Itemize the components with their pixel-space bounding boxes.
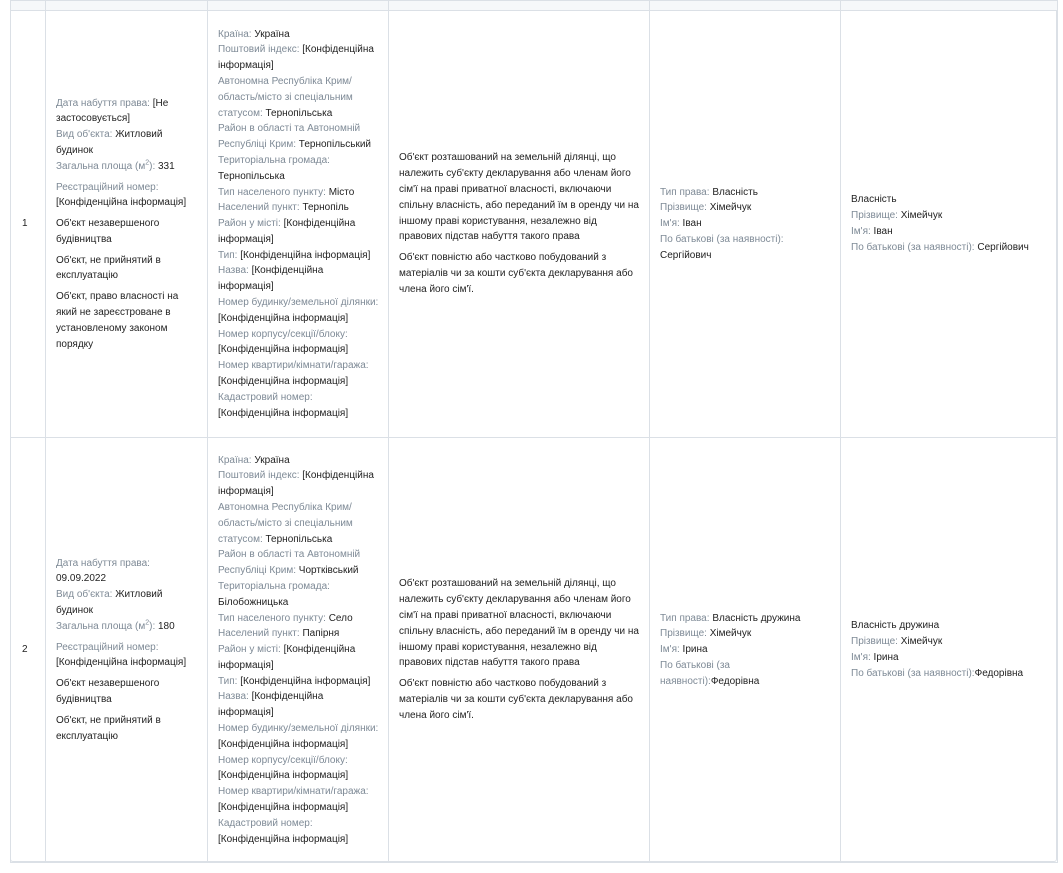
real-estate-table (10, 0, 1058, 863)
right-cell (841, 438, 1058, 863)
note-text: Об'єкт розташований на земельній ділянці, що належить суб'єкту декларування або членам його сім'ї на праві приватної власності, включаючи спільну власність, або переданий їм в оренду чи на іншому праві користування, незалежно від правових підстав набуття такого права (399, 578, 639, 669)
header-cell (841, 1, 1058, 11)
apartment-number-value: [Конфіденційна інформація] (218, 376, 349, 388)
patronymic-label: По батькові (за наявності): (660, 233, 784, 245)
street-name-value: [Конфіденційна інформація] (218, 265, 324, 293)
table-row (11, 11, 1058, 438)
area-label: Загальна площа $(м^2)$: (56, 159, 156, 172)
settlement-value: Тернопіль (302, 202, 349, 214)
patronymic-value: Федорівна (710, 675, 760, 687)
city-district-value: [Конфіденційна інформація] (218, 644, 356, 671)
header-cell (389, 1, 650, 11)
street-name-value: [Конфіденційна інформація] (218, 691, 324, 719)
header-cell (11, 1, 46, 11)
surname-value: Хімейчук (900, 210, 943, 222)
registration-number-value: [Конфіденційна інформація] (56, 197, 187, 209)
street-type-label: Тип: (218, 675, 238, 687)
postal-code-label: Поштовий індекс: (218, 44, 300, 56)
street-type-value: [Конфіденційна інформація] (240, 675, 371, 687)
country-label: Країна: (218, 28, 252, 40)
region-value: Тернопільська (265, 533, 333, 545)
firstname-value: Іван (682, 218, 702, 230)
object-info-cell (46, 438, 208, 863)
house-number-label: Номер будинку/земельної ділянки: (218, 297, 379, 309)
region-label: Автономна Республіка Крим/ область/місто зі спеціальним статусом: (218, 75, 353, 119)
community-value: Білобожницька (218, 596, 289, 608)
acquisition-date-value: [Не застосовується] (56, 97, 169, 125)
row-number: 2 (11, 438, 46, 863)
object-status: Об'єкт, не прийнятий в експлуатацію (56, 714, 161, 742)
street-name-label: Назва: (218, 691, 249, 703)
house-number-value: [Конфіденційна інформація] (218, 312, 349, 324)
cadastral-number-label: Кадастровий номер: (218, 391, 313, 403)
firstname-label: Ім'я: (660, 218, 680, 230)
building-number-label: Номер корпусу/секції/блоку: (218, 754, 348, 766)
settlement-type-value: Село (328, 612, 353, 624)
patronymic-value: Сергійович (977, 241, 1029, 253)
object-type-value: Житловий будинок (56, 129, 163, 156)
firstname-value: Ірина (873, 652, 899, 663)
street-name-label: Назва: (218, 265, 249, 277)
settlement-value: Папірня (302, 628, 340, 640)
city-district-value: [Конфіденційна інформація] (218, 218, 356, 245)
object-status: Об'єкт незавершеного будівництва (56, 218, 160, 245)
table-row (11, 438, 1058, 863)
right-type-value: Власність дружина (851, 620, 940, 632)
postal-code-value: [Конфіденційна інформація] (218, 470, 374, 498)
acquisition-date-value: 09.09.2022 (56, 573, 107, 585)
address-cell (208, 11, 389, 438)
settlement-type-label: Тип населеного пункту: (218, 612, 326, 624)
country-value: Україна (254, 454, 290, 466)
firstname-value: Іван (873, 226, 893, 237)
acquisition-date-label: Дата набуття права: (56, 97, 150, 109)
address-cell (208, 438, 389, 863)
object-status: Об'єкт незавершеного будівництва (56, 678, 160, 705)
surname-value: Хімейчук (709, 202, 752, 214)
table-header-row (11, 1, 1058, 11)
object-type-label: Вид об'єкта: (56, 589, 113, 601)
district-label: Район в області та Автономній Республіці Крим: (218, 123, 361, 151)
note-text: Об'єкт розташований на земельній ділянці, що належить суб'єкту декларування або членам його сім'ї на праві приватної власності, включаючи спільну власність, або переданий їм в оренду чи на іншому праві користування, незалежно від правових підстав набуття такого права (399, 152, 639, 243)
right-cell (841, 11, 1058, 438)
apartment-number-label: Номер квартири/кімнати/гаража: (218, 786, 369, 798)
settlement-type-value: Місто (328, 186, 355, 198)
patronymic-label: По батькові (за наявності): (851, 667, 975, 679)
country-value: Україна (254, 28, 290, 40)
object-status: Об'єкт, право власності на який не зареєстроване в установленому законом порядку (56, 291, 179, 350)
surname-label: Прізвище: (851, 636, 898, 648)
surname-label: Прізвище: (851, 210, 898, 222)
postal-code-label: Поштовий індекс: (218, 470, 300, 482)
object-status: Об'єкт, не прийнятий в експлуатацію (56, 254, 161, 282)
district-value: Чортківський (298, 565, 359, 577)
community-label: Територіальна громада: (218, 154, 330, 166)
community-value: Тернопільська (218, 170, 285, 182)
cadastral-number-value: [Конфіденційна інформація] (218, 407, 349, 419)
surname-label: Прізвище: (660, 202, 707, 214)
apartment-number-value: [Конфіденційна інформація] (218, 802, 349, 814)
street-type-value: [Конфіденційна інформація] (240, 249, 371, 261)
settlement-type-label: Тип населеного пункту: (218, 186, 326, 198)
building-number-label: Номер корпусу/секції/блоку: (218, 328, 348, 340)
patronymic-label: По батькові (за наявності): (660, 659, 730, 687)
registration-number-label: Реєстраційний номер: (56, 181, 159, 193)
city-district-label: Район у місті: (218, 644, 281, 656)
settlement-label: Населений пункт: (218, 202, 300, 214)
patronymic-label: По батькові (за наявності): (851, 241, 975, 253)
settlement-label: Населений пункт: (218, 628, 300, 640)
firstname-value: Ірина (682, 644, 708, 656)
cadastral-number-value: [Конфіденційна інформація] (218, 833, 349, 845)
street-type-label: Тип: (218, 249, 238, 261)
header-cell (650, 1, 841, 11)
surname-value: Хімейчук (900, 636, 943, 648)
firstname-label: Ім'я: (660, 644, 680, 656)
note-text: Об'єкт повністю або частково побудований з матеріалів чи за кошти суб'єкта декларування або члена його сім'ї. (399, 678, 633, 721)
area-label: Загальна площа $(м^2)$: (56, 619, 156, 632)
cadastral-number-label: Кадастровий номер: (218, 817, 313, 829)
firstname-label: Ім'я: (851, 652, 871, 663)
district-label: Район в області та Автономній Республіці Крим: (218, 549, 361, 577)
right-type-label: Тип права: (660, 186, 710, 198)
right-type-label: Тип права: (660, 612, 710, 624)
header-cell (46, 1, 208, 11)
acquisition-date-label: Дата набуття права: (56, 557, 150, 569)
community-label: Територіальна громада: (218, 580, 330, 592)
house-number-label: Номер будинку/земельної ділянки: (218, 723, 379, 735)
area-value: 331 (158, 160, 175, 172)
country-label: Країна: (218, 454, 252, 466)
firstname-label: Ім'я: (851, 226, 871, 237)
apartment-number-label: Номер квартири/кімнати/гаража: (218, 360, 369, 372)
patronymic-value: Сергійович (660, 249, 712, 261)
object-type-value: Житловий будинок (56, 589, 163, 616)
building-number-value: [Конфіденційна інформація] (218, 344, 349, 356)
registration-number-value: [Конфіденційна інформація] (56, 657, 187, 669)
object-info-cell (46, 11, 208, 438)
postal-code-value: [Конфіденційна інформація] (218, 44, 374, 72)
header-cell (208, 1, 389, 11)
district-value: Тернопільський (298, 139, 371, 151)
right-type-value: Власність (851, 194, 897, 206)
owner-cell (650, 438, 841, 863)
notes-cell (389, 11, 650, 438)
city-district-label: Район у місті: (218, 218, 281, 230)
object-type-label: Вид об'єкта: (56, 129, 113, 141)
right-type-value: Власність дружина (712, 612, 801, 624)
surname-label: Прізвище: (660, 628, 707, 640)
right-type-value: Власність (712, 186, 758, 198)
owner-cell (650, 11, 841, 438)
patronymic-value: Федорівна (974, 667, 1024, 679)
area-value: 180 (158, 620, 175, 632)
surname-value: Хімейчук (709, 628, 752, 640)
notes-cell (389, 438, 650, 863)
row-number: 1 (11, 11, 46, 438)
house-number-value: [Конфіденційна інформація] (218, 738, 349, 750)
building-number-value: [Конфіденційна інформація] (218, 770, 349, 782)
note-text: Об'єкт повністю або частково побудований з матеріалів чи за кошти суб'єкта декларування або члена його сім'ї. (399, 252, 633, 295)
registration-number-label: Реєстраційний номер: (56, 641, 159, 653)
region-value: Тернопільська (265, 107, 333, 119)
region-label: Автономна Республіка Крим/ область/місто зі спеціальним статусом: (218, 501, 353, 545)
